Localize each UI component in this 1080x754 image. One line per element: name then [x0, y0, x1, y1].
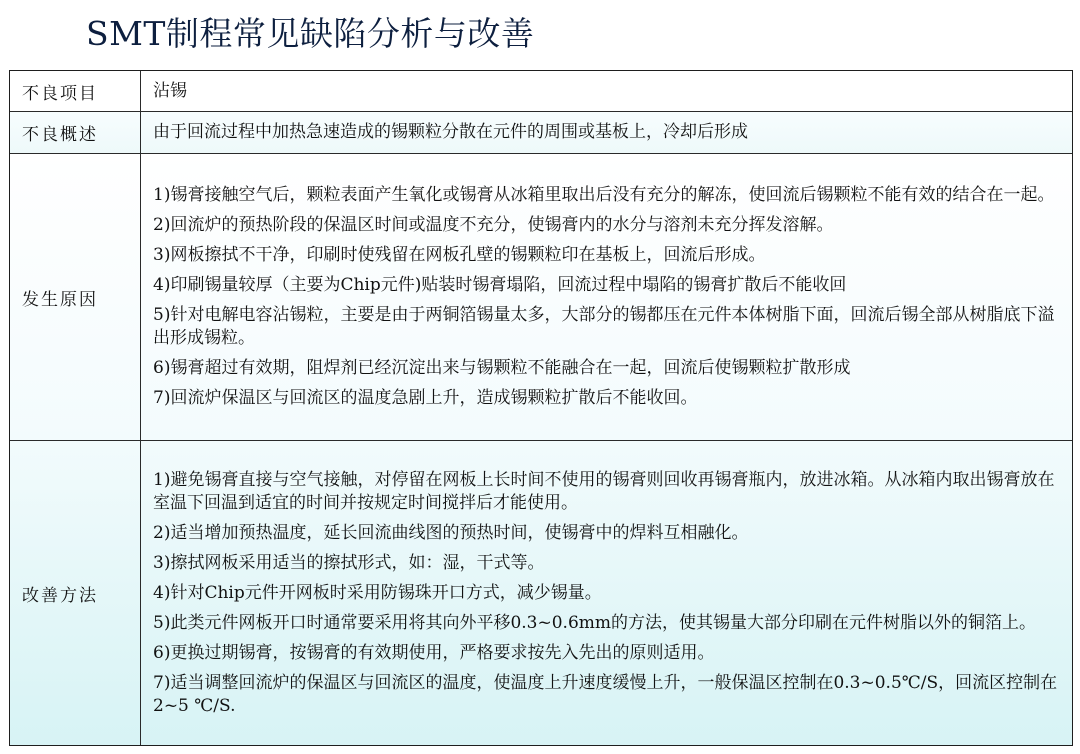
row-label: 发生原因 [10, 154, 141, 440]
cause-item: 4)印刷锡量较厚（主要为Chip元件)贴装时锡膏塌陷，回流过程中塌陷的锡膏扩散后不能收回 [153, 275, 847, 295]
content-line: 由于回流过程中加热急速造成的锡颗粒分散在元件的周围或基板上，冷却后形成 [153, 122, 748, 142]
improvement-item: 1)避免锡膏直接与空气接触，对停留在网板上长时间不使用的锡膏则回收再锡膏瓶内，放进冰箱。从冰箱内取出锡膏放在室温下回温到适宜的时间并按规定时间搅拌后才能使用。 [153, 469, 1055, 513]
row-content [141, 441, 1072, 745]
row-content [141, 112, 1072, 153]
improvement-item: 3)擦拭网板采用适当的擦拭形式，如：湿，干式等。 [153, 552, 545, 573]
table-row-defect-summary [10, 112, 1072, 154]
table-row-causes [10, 154, 1072, 441]
improvement-item: 7)适当调整回流炉的保温区与回流区的温度，使温度上升速度缓慢上升，一般保温区控制在0.3~0.5℃/S，回流区控制在2~5 ℃/S. [153, 672, 1058, 716]
row-content [141, 71, 1072, 111]
table-row-defect-item [10, 71, 1072, 112]
row-content [141, 154, 1072, 440]
cause-item: 1)锡膏接触空气后，颗粒表面产生氧化或锡膏从冰箱里取出后没有充分的解冻，使回流后锡颗粒不能有效的结合在一起。 [153, 185, 1055, 205]
row-label: 改善方法 [10, 441, 141, 745]
content-line: 沾锡 [153, 80, 187, 101]
cause-item: 6)锡膏超过有效期，阻焊剂已经沉淀出来与锡颗粒不能融合在一起，回流后使锡颗粒扩散形成 [153, 358, 851, 378]
cause-item: 2)回流炉的预热阶段的保温区时间或温度不充分，使锡膏内的水分与溶剂未充分挥发溶解。 [153, 215, 834, 235]
row-label: 不良概述 [10, 112, 141, 153]
improvement-item: 2)适当增加预热温度，延长回流曲线图的预热时间，使锡膏中的焊料互相融化。 [153, 522, 749, 543]
improvement-item: 4)针对Chip元件开网板时采用防锡珠开口方式，减少锡量。 [153, 582, 602, 603]
defect-analysis-table [9, 70, 1073, 746]
table-row-improvements [10, 441, 1072, 745]
cause-item: 7)回流炉保温区与回流区的温度急剧上升，造成锡颗粒扩散后不能收回。 [153, 388, 698, 408]
cause-item: 5)针对电解电容沾锡粒，主要是由于两铜箔锡量太多，大部分的锡都压在元件本体树脂下面，回流后锡全部从树脂底下溢出形成锡粒。 [153, 305, 1055, 348]
row-label: 不良项目 [10, 71, 141, 111]
page-title: SMT制程常见缺陷分析与改善 [86, 14, 535, 53]
cause-item: 3)网板擦拭不干净，印刷时使残留在网板孔壁的锡颗粒印在基板上，回流后形成。 [153, 245, 766, 265]
improvement-item: 5)此类元件网板开口时通常要采用将其向外平移0.3~0.6mm的方法，使其锡量大部分印刷在元件树脂以外的铜箔上。 [153, 612, 1037, 633]
improvement-item: 6)更换过期锡膏，按锡膏的有效期使用，严格要求按先入先出的原则适用。 [153, 642, 715, 663]
